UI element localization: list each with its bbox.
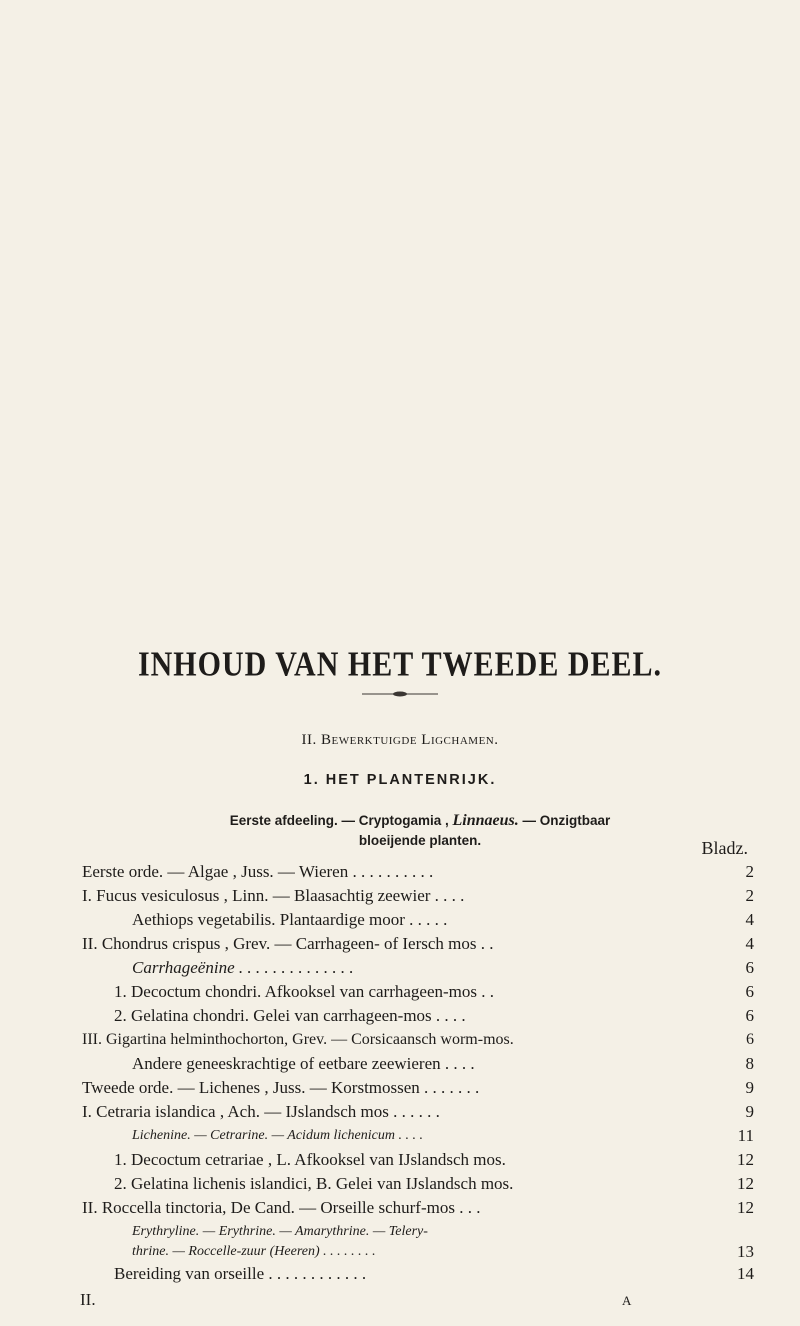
toc-entry-text: Tweede orde. — Lichenes , Juss. — Korstmossen . . . . . . .: [82, 1078, 480, 1097]
subtitle-line2: bloeijende planten.: [358, 833, 482, 848]
toc-entry-page: 6: [746, 1031, 754, 1048]
division-subtitle: [100, 811, 740, 851]
toc-entry-page: 12: [737, 1150, 754, 1169]
ornament-rule: [360, 690, 440, 698]
subtitle-prefix: Eerste afdeeling. — Cryptogamia ,: [229, 813, 449, 828]
subtitle-suffix: — Onzigtbaar: [522, 813, 611, 828]
section-name: Bewerktuigde Ligchamen.: [321, 732, 499, 748]
toc-entry-text: II. Chondrus crispus , Grev. — Carrhageen- of Iersch mos . .: [82, 934, 494, 953]
toc-entry-text: Andere geneeskrachtige of eetbare zeewieren . . . .: [132, 1054, 475, 1073]
toc-entry-text: Aethiops vegetabilis. Plantaardige moor . . . . .: [132, 910, 448, 929]
toc-entry-page: 6: [745, 958, 754, 977]
toc-entry-text: 2. Gelatina chondri. Gelei van carrhageen-mos . . . .: [114, 1006, 466, 1025]
toc-entry-text: 1. Decoctum chondri. Afkooksel van carrhageen-mos . .: [114, 982, 495, 1001]
toc-entry-page: 12: [737, 1174, 754, 1193]
toc-entry-text: 1. Decoctum cetrariae , L. Afkooksel van IJslandsch mos.: [114, 1150, 506, 1169]
toc-entry-page: 9: [745, 1078, 754, 1097]
toc-entry-text: Bereiding van orseille . . . . . . . . . . . .: [114, 1264, 367, 1283]
toc-entry-text: thrine. — Roccelle-zuur (Heeren) . . . . . . . .: [132, 1244, 376, 1259]
toc-entry-page: 13: [737, 1242, 754, 1261]
toc-entry-text: Lichenine. — Cetrarine. — Acidum lichenicum . . . .: [132, 1128, 423, 1143]
toc-entry-page: 4: [745, 910, 754, 929]
page-column-header: Bladz.: [701, 838, 748, 858]
toc-entry-page: 2: [745, 886, 754, 905]
toc-entry-text: III. Gigartina helminthochorton, Grev. — Corsicaansch worm-mos.: [82, 1031, 514, 1048]
toc-entry-text: Eerste orde. — Algae , Juss. — Wieren . . . . . . . . . .: [82, 862, 434, 881]
section-number: II.: [301, 732, 317, 748]
toc-entry-page: 6: [745, 1006, 754, 1025]
toc-entry-text: II. Roccella tinctoria, De Cand. — Orseille schurf-mos . . .: [82, 1198, 481, 1217]
toc-entry-page: 2: [745, 862, 754, 881]
toc-entry-page: 14: [737, 1264, 754, 1283]
page-title: INHOUD VAN HET TWEEDE DEEL.: [137, 645, 663, 684]
toc-entry-page: 11: [737, 1126, 754, 1145]
toc-entry-text: Carrhageënine . . . . . . . . . . . . . .: [132, 958, 354, 977]
toc-entry-text: 2. Gelatina lichenis islandici, B. Gelei van IJslandsch mos.: [114, 1174, 514, 1193]
footer-volume: II.: [80, 1290, 96, 1309]
toc-entry-page: 4: [745, 934, 754, 953]
section-heading: [0, 732, 800, 749]
toc-entry-page: 8: [745, 1054, 754, 1073]
toc-entry-page: 6: [745, 982, 754, 1001]
footer-signature: A: [622, 1293, 632, 1308]
subtitle-author: Linnaeus.: [452, 812, 519, 829]
toc-entry-text: I. Fucus vesiculosus , Linn. — Blaasachtig zeewier . . . .: [82, 886, 465, 905]
toc-entry-page: 9: [745, 1102, 754, 1121]
kingdom-heading: 1. HET PLANTENRIJK.: [303, 772, 497, 788]
toc-entry-text: Erythryline. — Erythrine. — Amarythrine. — Telery-: [132, 1224, 428, 1239]
toc-entry-page: 12: [737, 1198, 754, 1217]
toc-entry-text: I. Cetraria islandica , Ach. — IJslandsch mos . . . . . .: [82, 1102, 440, 1121]
